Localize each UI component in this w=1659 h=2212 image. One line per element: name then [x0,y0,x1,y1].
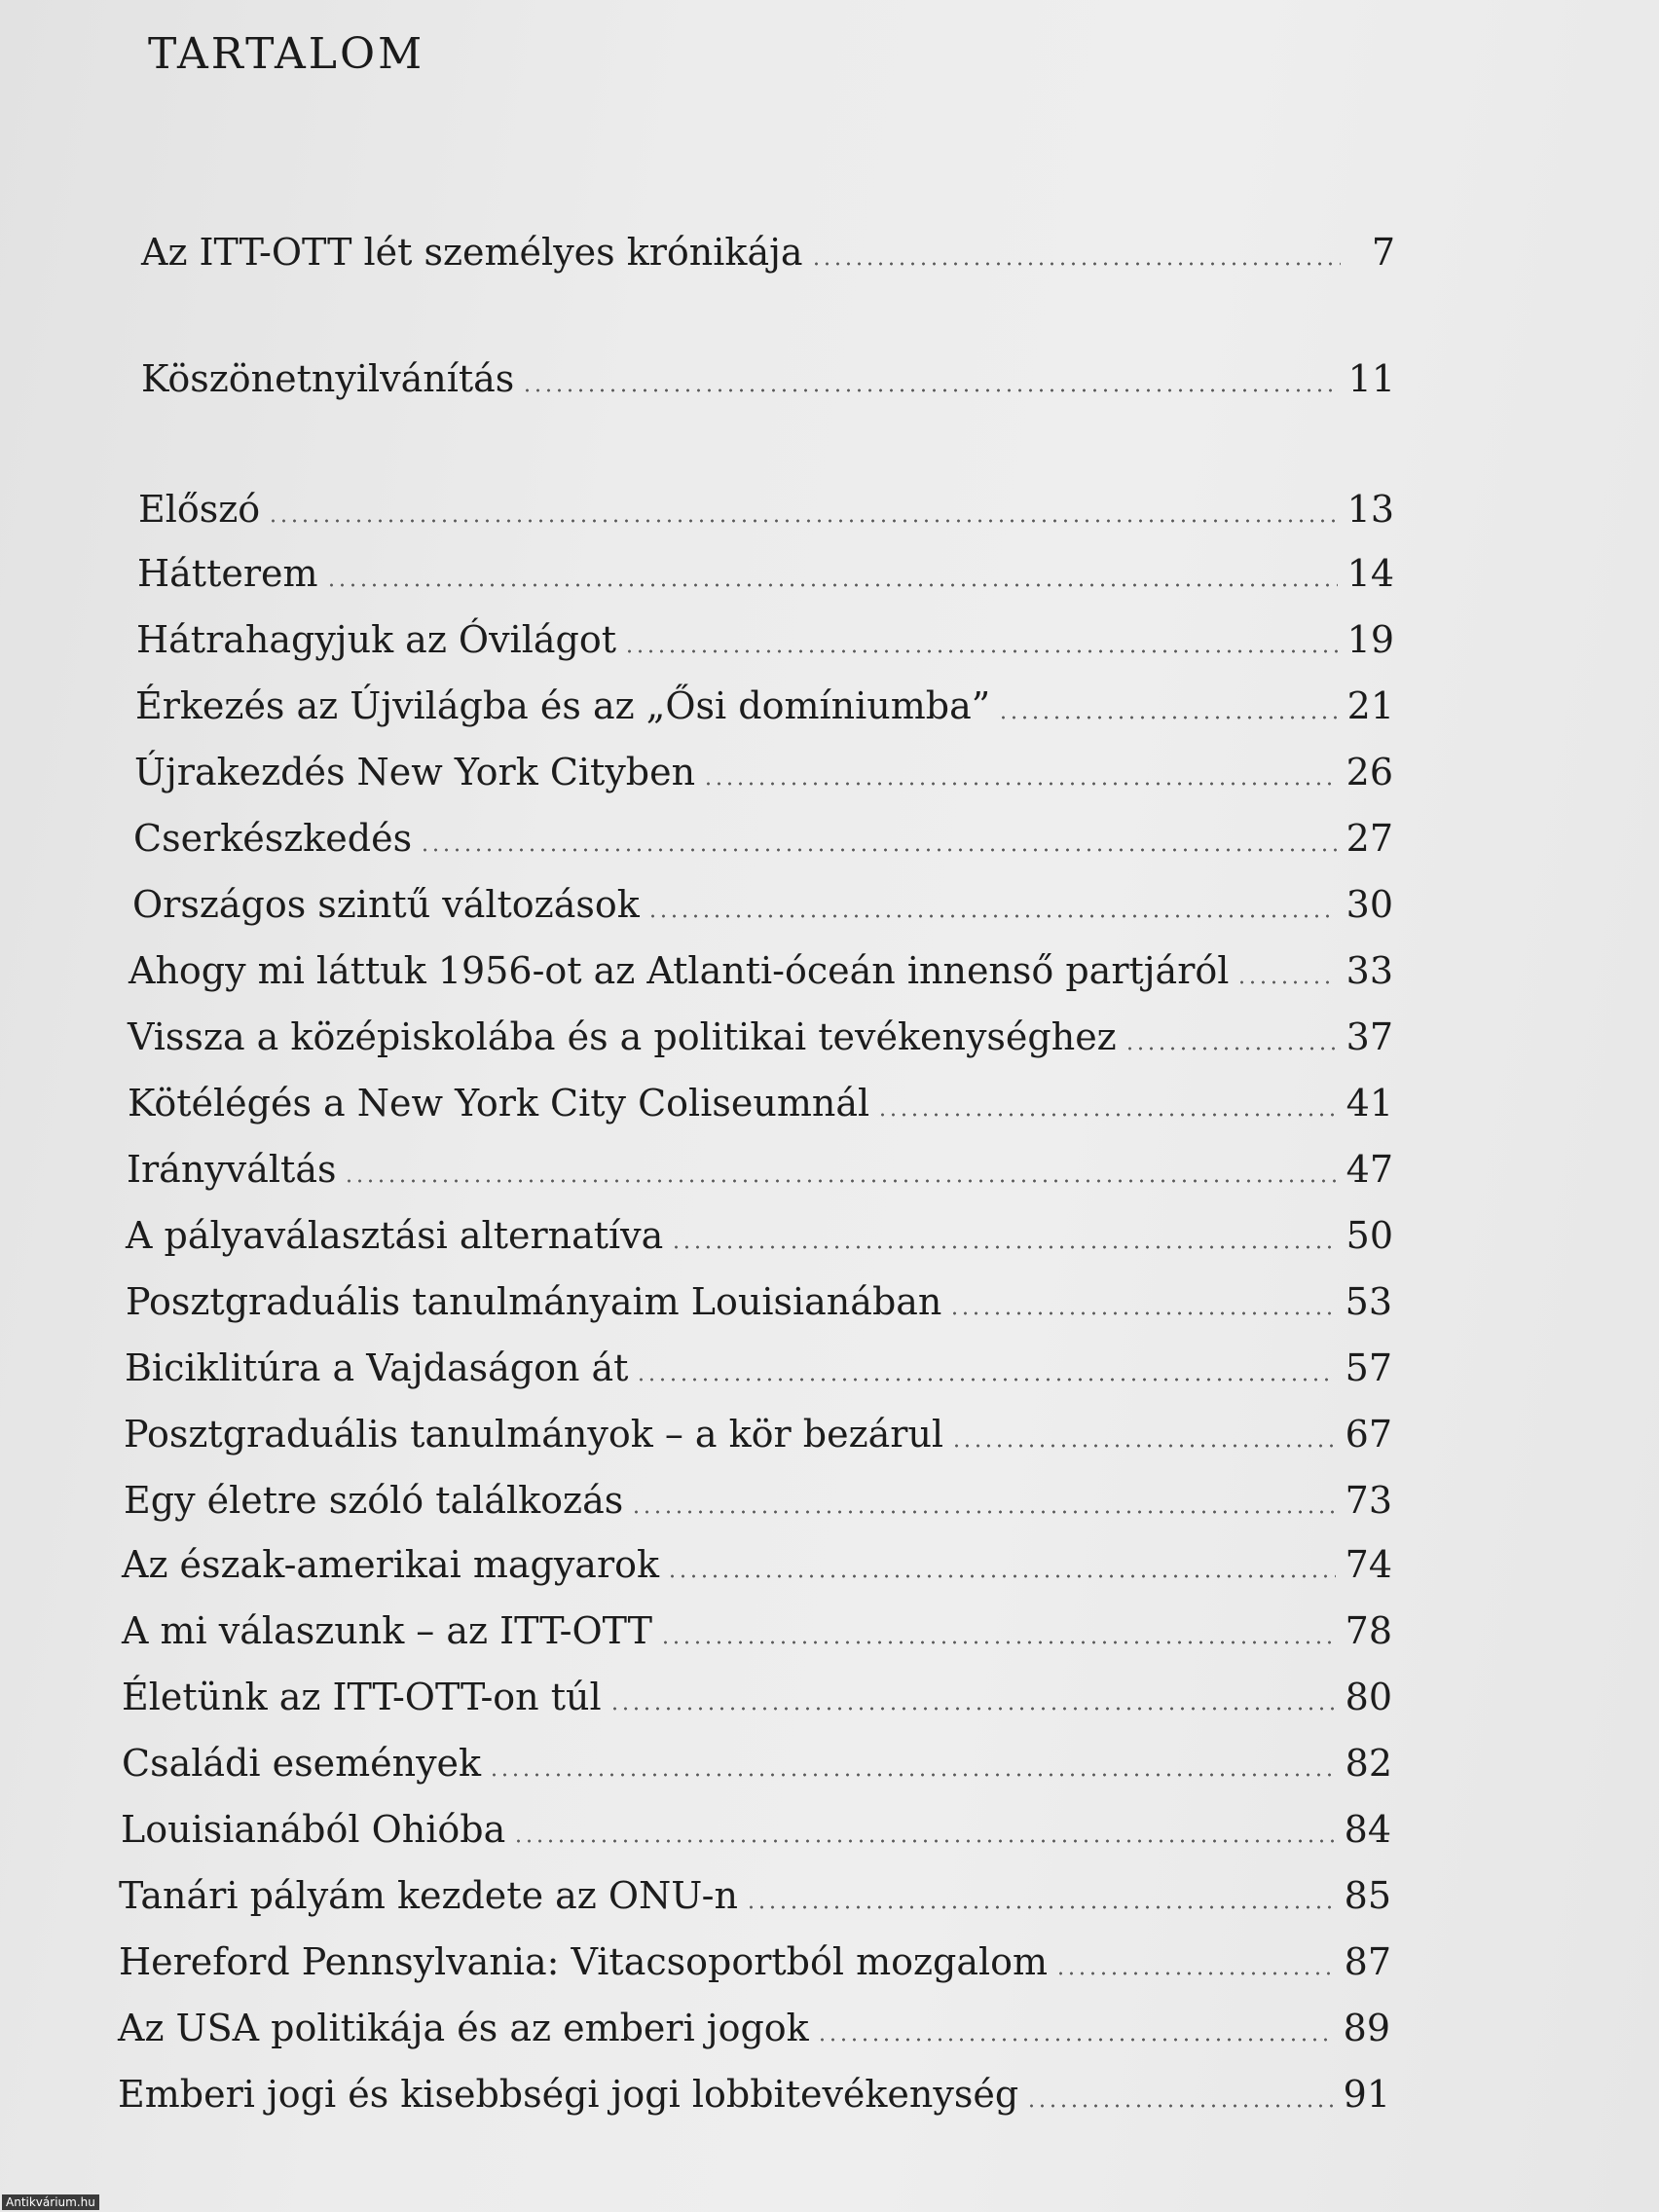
toc-entry-title: Posztgraduális tanulmányaim Louisianában [126,1280,942,1323]
dot-leader [703,781,1337,787]
toc-entry-title: Újrakezdés New York Cityben [134,751,696,793]
toc-entry-page: 80 [1345,1676,1392,1718]
toc-entry-page: 82 [1345,1742,1392,1785]
toc-entry [135,666,1394,727]
toc-entry [136,600,1394,661]
toc-entry-page: 84 [1344,1808,1391,1851]
toc-entry [124,1394,1392,1456]
toc-entry [128,1063,1393,1122]
toc-entry-page: 11 [1347,357,1395,400]
toc-entry-title: Egy életre szóló találkozás [124,1479,624,1522]
toc-heading: TARTALOM [148,29,425,79]
toc-entry-page: 30 [1346,883,1393,926]
dot-leader [489,1772,1336,1778]
toc-entry-title: Cserkészkedés [133,817,413,860]
toc-entry [134,732,1393,791]
dot-leader [746,1904,1335,1910]
dot-leader [877,1112,1337,1118]
toc-entry [122,1591,1392,1652]
dot-leader [1026,2103,1333,2109]
dot-leader [609,1706,1336,1712]
toc-entry-title: A mi válaszunk – az ITT-OTT [122,1609,653,1652]
toc-entry [126,1196,1393,1257]
toc-entry [118,2054,1390,2116]
toc-entry [127,1129,1393,1191]
toc-entry-title: Tanári pályám kezdete az ONU-n [119,1874,738,1917]
dot-leader [344,1178,1336,1184]
toc-entry-title: Előszó [138,488,261,531]
toc-entry [138,469,1394,531]
dot-leader [998,715,1337,720]
dot-leader [636,1377,1335,1382]
toc-entry [122,1525,1392,1586]
toc-entry [121,1789,1391,1851]
dot-leader [951,1443,1336,1449]
toc-entry [119,1922,1391,1983]
toc-entry [122,1657,1392,1718]
toc-entry-title: Hátterem [137,552,318,595]
dot-leader [624,648,1338,654]
toc-entry-title: Louisianából Ohióba [121,1808,506,1851]
toc-entry-page: 53 [1345,1280,1392,1323]
toc-entry-page: 19 [1346,618,1394,661]
toc-entry-page: 78 [1345,1609,1392,1652]
toc-entry-page: 67 [1345,1413,1392,1456]
dot-leader [326,582,1338,588]
toc-entry-page: 37 [1346,1015,1393,1058]
toc-entry [128,997,1393,1058]
toc-entry-title: Posztgraduális tanulmányok – a kör bezárul [124,1413,944,1456]
dot-leader [817,2037,1334,2043]
toc-entry [124,1460,1392,1522]
dot-leader [647,913,1337,919]
toc-entry-page: 21 [1346,684,1394,727]
toc-entry [141,339,1395,400]
toc-entry-page: 57 [1345,1346,1392,1389]
dot-leader [1055,1971,1335,1976]
dot-leader [667,1573,1336,1579]
toc-entry [119,1856,1391,1917]
toc-entry-page: 26 [1346,751,1393,793]
toc-entry-page: 73 [1345,1479,1392,1522]
toc-entry [129,931,1393,992]
toc-entry-title: Köszönetnyilvánítás [141,357,515,400]
toc-entry [122,1723,1392,1785]
toc-entry-title: Az észak-amerikai magyarok [122,1543,660,1586]
toc-entry-title: Az USA politikája és az emberi jogok [118,2007,809,2049]
dot-leader [811,261,1341,267]
dot-leader [420,847,1337,853]
toc-entry-title: Hátrahagyjuk az Óvilágot [136,618,616,661]
toc-entry-title: Hereford Pennsylvania: Vitacsoportból mozgalom [119,1940,1049,1983]
toc-entry-title: Országos szintű változások [132,883,640,926]
toc-entry-page: 89 [1343,2007,1390,2049]
toc-entry [126,1262,1392,1323]
toc-entry-page: 91 [1343,2073,1390,2116]
dot-leader [631,1509,1335,1515]
toc-entry-page: 74 [1345,1543,1392,1586]
toc-entry-title: Érkezés az Újvilágba és az „Ősi domíniumba” [135,684,991,727]
toc-entry-title: Vissza a középiskolába és a politikai tevékenységhez [128,1015,1117,1058]
dot-leader [268,518,1337,524]
toc-entry-title: Biciklitúra a Vajdaságon át [125,1346,629,1389]
dot-leader [1236,979,1336,985]
toc-entry-title: Kötélégés a New York City Coliseumnál [128,1082,870,1124]
toc-entry-page: 41 [1346,1082,1393,1124]
toc-entry-page: 85 [1344,1874,1391,1917]
toc-entry-title: Irányváltás [127,1148,337,1191]
watermark: Antikvárium.hu [2,2194,99,2210]
toc-entry-page: 7 [1371,231,1395,274]
toc-entry [132,865,1393,926]
toc-entry-title: Emberi jogi és kisebbségi jogi lobbitevékenység [118,2073,1019,2116]
dot-leader [522,387,1338,393]
toc-entry [141,212,1395,274]
toc-entry-page: 87 [1344,1940,1391,1983]
toc-entry-page: 50 [1346,1214,1393,1257]
toc-entry [125,1328,1392,1389]
toc-entry-page: 13 [1346,488,1394,531]
toc-entry-page: 14 [1346,552,1394,595]
dot-leader [513,1838,1334,1844]
toc-entry-title: A pályaválasztási alternatíva [126,1214,664,1257]
toc-entry [137,534,1394,595]
toc-entry-page: 47 [1346,1148,1393,1191]
toc-entry-page: 27 [1346,817,1393,860]
toc-entry-title: Életünk az ITT-OTT-on túl [122,1676,602,1718]
toc-entry-title: Ahogy mi láttuk 1956-ot az Atlanti-óceán innenső partjáról [129,949,1230,992]
dot-leader [671,1244,1336,1250]
dot-leader [660,1640,1336,1645]
dot-leader [1124,1046,1337,1051]
toc-entry-title: Családi események [122,1742,482,1785]
toc-entry-title: Az ITT-OTT lét személyes krónikája [141,231,803,274]
toc-entry-page: 33 [1346,949,1393,992]
dot-leader [949,1310,1335,1316]
toc-entry [118,1988,1390,2049]
toc-entry [133,798,1393,860]
